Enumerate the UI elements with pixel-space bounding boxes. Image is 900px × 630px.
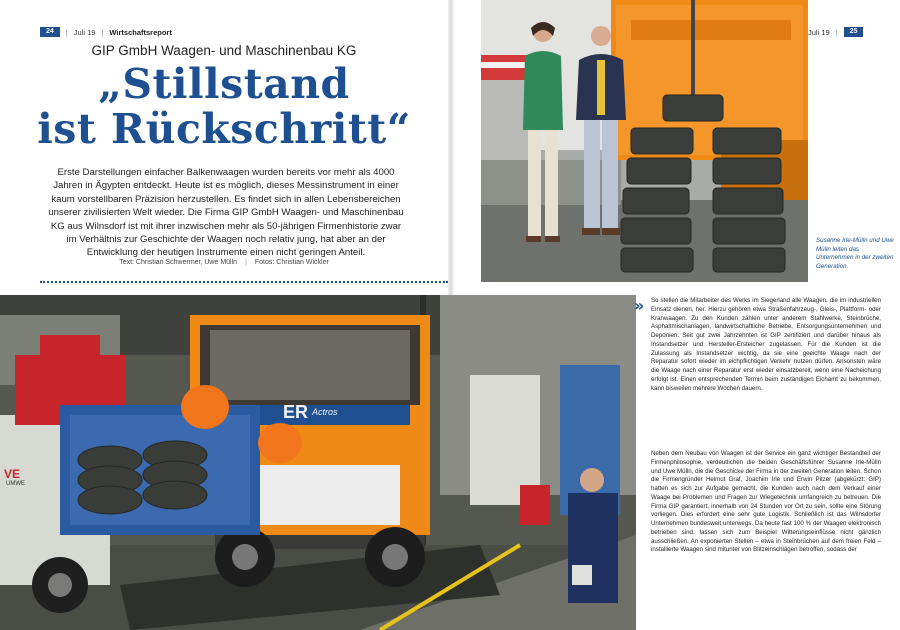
- page-number-right: 25: [844, 27, 864, 37]
- article-credits: [0, 259, 448, 266]
- header-section: Wirtschaftsreport: [109, 27, 172, 37]
- header-separator: |: [65, 27, 68, 37]
- photo-caption: Susanne Irle-Mülln und Uwe Mülln leiten das Unternehmen in der zweiten Generation.: [816, 237, 894, 270]
- photo-managers-illustration: [481, 0, 808, 282]
- header-separator: |: [101, 27, 104, 37]
- credits-text: Text: Christian Schwermer, Uwe Mülln: [119, 259, 238, 266]
- van-logo-text: VE: [4, 467, 21, 481]
- headline-line-2: ist Rückschritt“: [37, 105, 411, 153]
- article-intro: Erste Darstellungen einfacher Balkenwaagen wurden bereits vor mehr als 4000 Jahren in Ägypten entdeckt. Heute ist es möglich, dieses Messinstrument in einer kaum vorstellbaren Präzision herzustellen. Es findet sich in allen Lebensbereichen unserer zivilisierten Welt wieder. Die Firma GIP GmbH Waagen- und Maschinenbau KG aus Wilnsdorf ist mit ihrer inzwischen mehr als 50-jährigen Firmenhistorie zwar im Verhältnis zur Geschichte der Waagen noch relativ jung, hat aber an der Entwicklung der heutigen Instrumente einen nicht geringen Anteil.: [48, 167, 404, 259]
- header-separator: |: [835, 27, 838, 37]
- photo-truck-workshop: [0, 295, 636, 630]
- header-month-left: Juli 19: [73, 27, 96, 37]
- headline-line-1: „Stillstand: [98, 60, 350, 108]
- body-paragraph-2: Neben dem Neubau von Waagen ist der Service ein ganz wichtiger Bestandteil der Firmenphilosophie, verdeutlichen die beiden Geschäftsführer Susanne Irle-Mülln und Uwe Mülln, die die Geschicke der Firma in der zweiten Generation leiten. Schon die Firmengründer Helmut Graf, Joachim Irle und Erwin Pitzer (abgekürzt: GIP) hatten es sich zur Aufgabe gemacht, die Kunden auch nach dem Verkauf einer Waage bei Problemen und Fragen zur Wiegetechnik umfangreich zu betreuen. Die Firma GIP garantiert, innerhalb von 24 Stunden vor Ort zu sein, sollte eine Störung vorliegen. Dies erfordert eine sehr gute Logistik. Schließlich ist das Wilnsdorfer Unternehmen bundesweit unterwegs. Da heute fast 100 % der Waagen elektronisch betrieben sind, lassen sich zum Beispiel Witterungseinflüsse nicht gänzlich ausschließen. An exponierten Stellen – etwa in Steinbrüchen auf dem freien Feld – installierte Waagen sind mitunter von Blitzeinschlägen betroffen, sodass der: [651, 450, 881, 554]
- dotted-divider: [40, 281, 448, 283]
- quote-mark-icon: »: [634, 296, 645, 315]
- page-number-left: 24: [40, 27, 60, 37]
- photo-managers: [481, 0, 808, 282]
- truck-model-label: Actros: [312, 407, 338, 417]
- credits-separator: |: [245, 259, 247, 266]
- header-left: [40, 26, 172, 38]
- article-subtitle: GIP GmbH Waagen- und Maschinenbau KG: [91, 43, 357, 58]
- header-right: [808, 26, 863, 38]
- article-headline: [0, 62, 448, 152]
- photo-truck-illustration: [0, 295, 636, 630]
- credits-photo: Fotos: Christian Wickler: [254, 259, 329, 266]
- header-month-right: Juli 19: [808, 27, 830, 37]
- body-paragraph-1: So stellen die Mitarbeiter des Werks im Siegerland alle Waagen, die im industriellen Einsatz dienen, her. Hierzu gehören etwa Straßenfahrzeug-, Gleis-, Plattform- oder Kranwaagen. Zu den Kunden zählen unter anderem Stahlwerke, Steinbrüche, Asphaltmischanlagen, landwirtschaftliche Betriebe, Entsorgungsunternehmen und Deponien. Seit gut zwei Jahrzehnten ist GIP zertifiziert und darüber hinaus als Instandsetzer und Hersteller-Ersteicher zugelassen. Für die Kunden ist die Zulassung als Instandsetzer wichtig, da sie eine geeichte Waage nach der Reparatur sofort wieder im eichpflichtigen Verkehr nutzen dürfen. Ansonsten wäre die Waage nach einer Reparatur erst wieder einsatzbereit, wenn eine Nacheichung erfolgt ist. Einen entsprechenden Termin beim zuständigen Eichamt zu bekommen, kann bisweilen mehrere Wochen dauern.: [651, 297, 881, 392]
- van-logo-sub: UMWE: [6, 481, 25, 487]
- truck-text-actros: ER: [283, 402, 309, 422]
